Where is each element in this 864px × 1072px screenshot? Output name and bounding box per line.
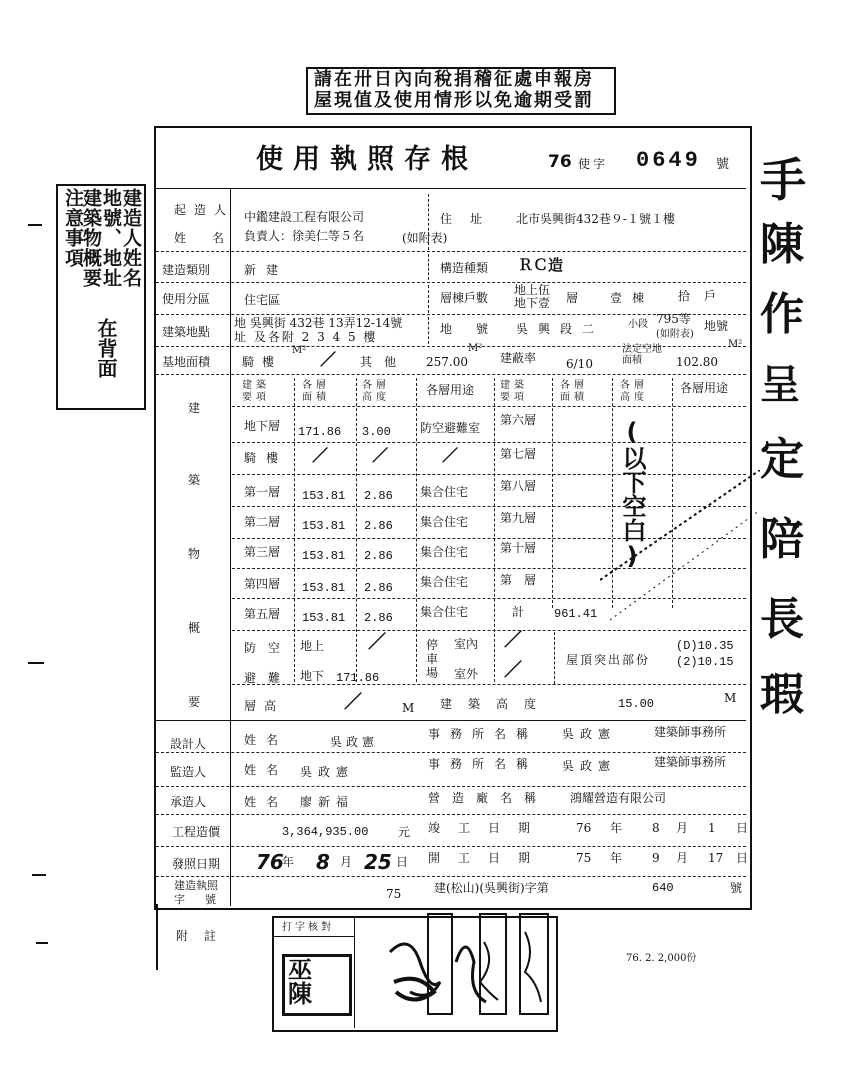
floor-area: 153.81 (302, 611, 346, 625)
margin-tick (28, 662, 44, 664)
designer-name-label: 姓名 (244, 733, 289, 747)
indoor-value: ／ (504, 630, 522, 651)
indoor-label: 室內 (454, 637, 479, 651)
area-unit: M² (468, 343, 483, 354)
storey-height-value: ／ (344, 692, 362, 713)
supervisor-office-label: 事務所名稱 (428, 757, 539, 771)
completion-mo: 月 (676, 821, 689, 835)
area-unit: M² (728, 339, 743, 350)
floor-area: ／ (312, 446, 329, 465)
divider (552, 378, 553, 608)
floor-name-6: 第六層 (500, 413, 537, 427)
divider (156, 846, 746, 847)
tax-notice-line1: 請在卅日內向稅捐稽征處申報房 (314, 69, 594, 90)
total-value: 961.41 (554, 607, 598, 621)
other-label: 其他 (360, 355, 409, 369)
coverage-label: 建蔽率 (500, 351, 537, 365)
floor-use: 集合住宅 (420, 485, 469, 499)
remarks-label: 附註 (176, 929, 233, 943)
issue-mo: 月 (340, 855, 353, 869)
side-stamp-col1: 建造人姓名 (120, 188, 142, 288)
applicant-label-2: 姓名 (174, 231, 251, 245)
contractor-factory-label: 營造廠名稱 (428, 791, 549, 805)
lot-section: 吳興段二 (516, 322, 605, 336)
floor-use: 集合住宅 (420, 575, 469, 589)
floor-name-8: 第八層 (500, 479, 537, 493)
shelter-below-label: 地下 (300, 669, 325, 683)
lot-label: 地號 (440, 322, 513, 336)
floor-name: 第一層 (244, 485, 281, 499)
issue-year: 76 (256, 850, 284, 874)
applicant-address: 北市吳興街432巷９-１號１樓 (516, 212, 675, 226)
permit-number: 0649 (636, 148, 701, 173)
roof-line2: (2)10.15 (676, 655, 734, 669)
floor-name: 第五層 (244, 607, 281, 621)
side-stamp-col5: 在背面 (94, 318, 118, 378)
side-stamp-col2: 地號、地址 (100, 188, 122, 288)
divider (294, 378, 295, 682)
supervisor-name-label: 姓名 (244, 763, 289, 777)
section-char-1: 建 (188, 401, 201, 415)
floor-name: 第三層 (244, 545, 281, 559)
margin-char: 長 (760, 594, 804, 645)
margin-char: 陪 (760, 514, 804, 565)
floor-use: 集合住宅 (420, 515, 469, 529)
structure-label: 構造種類 (440, 261, 489, 275)
supervisor-name: 吳政憲 (300, 765, 355, 779)
supervisor-office-suffix: 建築師事務所 (654, 755, 727, 769)
roof-label: 屋頂突出部份 (566, 653, 651, 667)
building-height-unit: M (724, 691, 737, 705)
col-head-left-2: 各層面積 (302, 380, 330, 403)
completion-year: 76 (576, 821, 592, 835)
divider (156, 876, 746, 877)
margin-char: 呈 (760, 362, 800, 408)
floor-use: 集合住宅 (420, 605, 469, 619)
divider (156, 752, 746, 753)
parking-label: 停車場 (426, 638, 439, 680)
floor-name-7: 第七層 (500, 447, 537, 461)
side-stamp-col4: 注意事項 (62, 188, 84, 268)
location-line2: 址 及各附 2 3 4 5 樓 (234, 330, 378, 344)
applicant-representative: 負責人：徐美仁等５名 (244, 229, 365, 243)
floor-height: 2.86 (364, 489, 393, 503)
section-char-2: 築 (188, 473, 201, 487)
label-col-divider (230, 188, 231, 906)
designer-label: 設計人 (170, 737, 207, 751)
issue-label: 發照日期 (172, 857, 221, 871)
lot-suffix: 地號 (704, 319, 729, 333)
shelter-below-value: 171.86 (336, 671, 380, 685)
designer-name: 吳政憲 (330, 735, 379, 749)
divider (156, 814, 746, 815)
outdoor-value: ／ (504, 660, 522, 681)
location-line1: 地 吳興街 432巷 13弄12-14號 (234, 316, 403, 330)
zone-value: 住宅區 (244, 293, 281, 307)
permit-code: 使字 (578, 157, 609, 171)
issue-d: 日 (396, 855, 409, 869)
permit-year: 76 (548, 152, 572, 172)
seal-col (354, 918, 355, 1028)
divider (428, 194, 429, 250)
floor-height: 2.86 (364, 549, 393, 563)
divider (554, 632, 555, 684)
supervisor-label: 監造人 (170, 765, 207, 779)
household-count: 拾戶 (678, 289, 731, 303)
col-head-left-1: 建築要項 (242, 380, 270, 403)
legal-open-value: 102.80 (676, 355, 718, 369)
applicant-attached: (如附表) (402, 231, 448, 245)
floor-height: 2.86 (364, 519, 393, 533)
floor-area: 153.81 (302, 581, 346, 595)
contractor-name-label: 姓名 (244, 795, 289, 809)
blank-below-stamp: (以下空白) (618, 418, 646, 570)
designer-office-suffix: 建築師事務所 (654, 725, 727, 739)
storey-height-label: 層高 (244, 699, 285, 713)
start-year: 75 (576, 851, 592, 865)
floor-use: ／ (442, 446, 459, 465)
applicant-label-1: 起造人 (174, 203, 235, 217)
section-end (156, 720, 746, 721)
outdoor-label: 室外 (454, 667, 479, 681)
floor-area: 153.81 (302, 489, 346, 503)
margin-char: 陳 (760, 219, 804, 270)
margin-char: 定 (760, 434, 804, 485)
contractor-factory: 鴻耀營造有限公司 (570, 791, 667, 805)
total-label: 計 (512, 605, 525, 619)
header-divider (156, 188, 746, 189)
margin-tick (28, 224, 42, 226)
designer-office: 吳政憲 (562, 727, 617, 741)
floors-label: 層棟戶數 (440, 291, 489, 305)
zone-label: 使用分區 (162, 292, 211, 306)
start-mo: 月 (676, 851, 689, 865)
floor-height: 2.86 (364, 581, 393, 595)
floor-height: 3.00 (362, 425, 391, 439)
floor-height: 2.86 (364, 611, 393, 625)
structure-value: ＲＣ造 (518, 256, 564, 274)
completion-label: 竣工日期 (428, 821, 549, 835)
divider (232, 442, 746, 443)
section-char-3: 物 (188, 547, 201, 561)
completion-month: 8 (652, 821, 660, 835)
permit-suffix: 號 (716, 157, 730, 172)
floors-below: 地下壹 (514, 296, 551, 310)
col-head-left-3: 各層高度 (362, 380, 390, 403)
margin-char: 作 (760, 289, 804, 340)
divider (494, 378, 495, 682)
building-height-value: 15.00 (618, 697, 655, 711)
divider (156, 251, 746, 252)
lot-number: 795等 (656, 312, 691, 326)
start-y: 年 (610, 851, 623, 865)
floor-name: 第四層 (244, 577, 281, 591)
col-head-right-2: 各層面積 (560, 380, 588, 403)
permit-text: 建(松山)(吳興街)字第 (434, 881, 549, 895)
floor-area: 153.81 (302, 549, 346, 563)
divider (356, 378, 357, 682)
remarks-divider (156, 904, 158, 970)
divider (428, 254, 429, 280)
side-stamp-col3: 建築物概要 (80, 188, 102, 288)
col-head-right-3: 各層高度 (620, 380, 648, 403)
divider (232, 684, 746, 685)
start-label: 開工日期 (428, 851, 549, 865)
building-type-value: 新建 (244, 263, 289, 277)
issue-day: 25 (364, 850, 392, 874)
divider (156, 374, 746, 375)
floor-name: 騎樓 (244, 451, 289, 465)
location-label: 建築地點 (162, 325, 211, 339)
floor-name: 地下層 (244, 419, 281, 433)
margin-char: 瑕 (760, 669, 804, 720)
start-day: 17 (708, 851, 724, 865)
fold-mark (600, 470, 760, 670)
applicant-company: 中鑑建設工程有限公司 (244, 210, 365, 224)
supervisor-office: 吳政憲 (562, 759, 617, 773)
shelter-label: 防 空 (244, 641, 281, 655)
permit-label-1: 建造執照 (174, 879, 218, 892)
seal-box-header (274, 936, 354, 937)
floor-name-10: 第十層 (500, 541, 537, 555)
margin-tick (32, 874, 46, 876)
section-char-5: 要 (188, 695, 201, 709)
floor-area: 171.86 (298, 425, 342, 439)
margin-tick (36, 942, 48, 944)
area-unit: M² (292, 345, 307, 356)
col-head-left-4: 各層用途 (426, 383, 475, 397)
permit-number-suffix: 號 (730, 881, 743, 895)
section-char-4: 概 (188, 621, 201, 635)
floor-use: 防空避難室 (420, 421, 481, 435)
start-month: 9 (652, 851, 660, 865)
print-note: 76. 2. 2,000份 (626, 953, 697, 964)
designer-office-label: 事務所名稱 (428, 727, 539, 741)
lot-small: 小段 (628, 319, 648, 330)
floor-area: 153.81 (302, 519, 346, 533)
other-value: 257.00 (426, 355, 468, 369)
cost-unit: 元 (398, 825, 411, 839)
floors-above: 地上伍 (514, 283, 551, 297)
seal-box-label: 打字核對 (282, 922, 334, 933)
start-d: 日 (736, 851, 749, 865)
shelter-above-value: ／ (368, 632, 386, 653)
lot-attached: (如附表) (656, 329, 694, 340)
shelter-label-2: 避 難 (244, 671, 281, 685)
roof-line1: (D)10.35 (676, 639, 734, 653)
divider (156, 282, 746, 283)
cost-label: 工程造價 (172, 825, 221, 839)
contractor-label: 承造人 (170, 795, 207, 809)
col-head-right-4: 各層用途 (680, 381, 729, 395)
issue-y: 年 (282, 855, 295, 869)
arcade-value: ／ (320, 350, 337, 369)
legal-open-label: 法定空地面積 (622, 344, 662, 366)
divider (156, 786, 746, 787)
official-seal-glyph: 巫 陳 (288, 956, 314, 1008)
contractor-name: 廖新福 (300, 795, 355, 809)
floor-name-9: 第九層 (500, 511, 537, 525)
right-margin-handwriting (760, 150, 820, 730)
tax-notice-line2: 屋現值及使用情形以免逾期受罰 (314, 90, 594, 111)
signature-scribble (380, 912, 550, 1018)
permit-number-value: 640 (652, 881, 674, 895)
floor-name: 第二層 (244, 515, 281, 529)
divider (416, 378, 417, 682)
completion-y: 年 (610, 821, 623, 835)
floor-name-blank: 第 層 (500, 573, 537, 587)
floor-use: 集合住宅 (420, 545, 469, 559)
col-head-right-1: 建築要項 (500, 380, 528, 403)
building-height-label: 建築高度 (440, 697, 553, 711)
issue-month: 8 (316, 850, 330, 874)
divider (428, 317, 429, 344)
coverage-value: 6/10 (566, 357, 593, 371)
base-area-label: 基地面積 (162, 355, 211, 369)
building-count: 壹棟 (610, 291, 655, 305)
form-title: 使用執照存根 (256, 144, 478, 175)
floor-unit: 層 (566, 291, 579, 305)
shelter-above-label: 地上 (300, 639, 325, 653)
permit-year-value: 75 (386, 887, 402, 901)
address-label: 住址 (440, 212, 501, 226)
completion-day: 1 (708, 821, 716, 835)
building-type-label: 建造類別 (162, 263, 211, 277)
divider (428, 285, 429, 313)
arcade-label: 騎樓 (242, 355, 283, 369)
completion-d: 日 (736, 821, 749, 835)
margin-char: 手 (760, 153, 806, 207)
permit-label-2: 字號 (174, 893, 236, 906)
divider (232, 406, 746, 407)
cost-value: 3,364,935.00 (282, 825, 369, 839)
height-unit: M (402, 701, 415, 715)
floor-height: ／ (372, 446, 389, 465)
